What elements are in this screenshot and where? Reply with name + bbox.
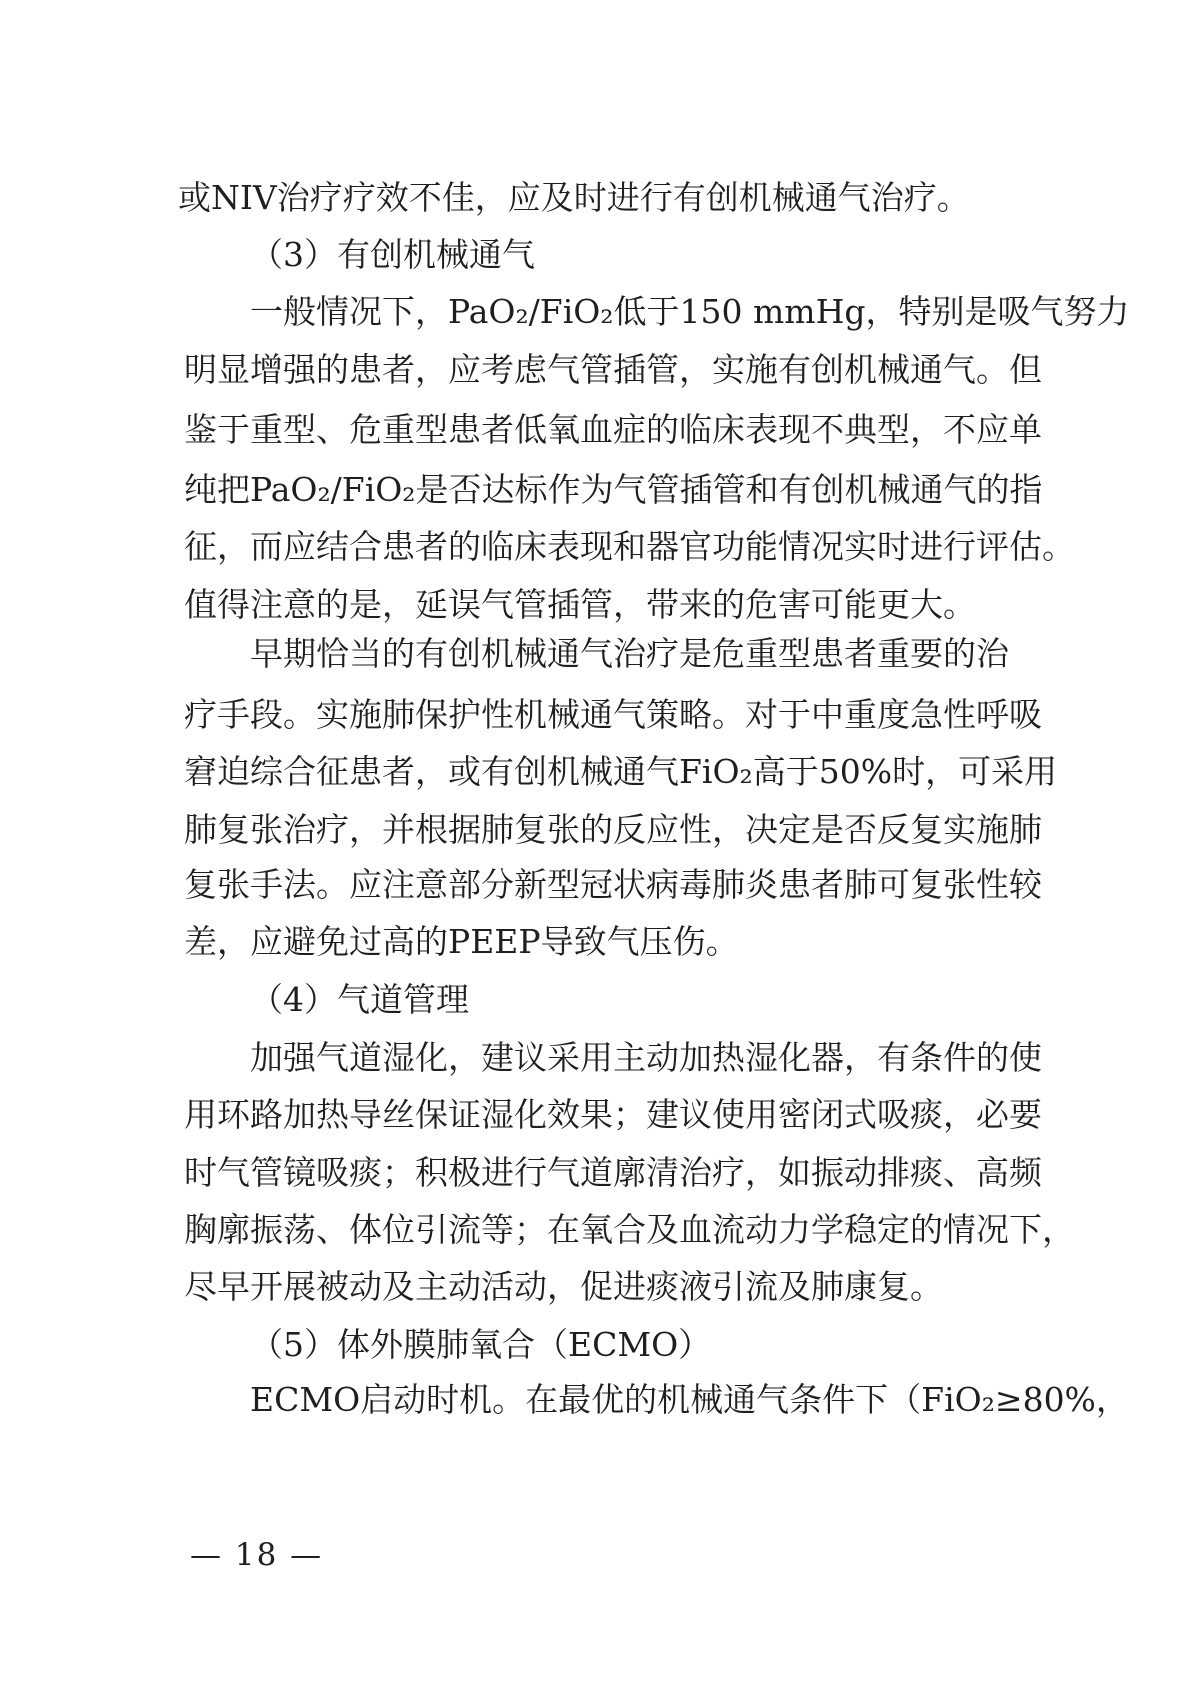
section-heading-invasive-ventilation: （3）有创机械通气: [250, 235, 535, 274]
text-line-7: 征，而应结合患者的临床表现和器官功能情况实时进行评估。: [184, 527, 1075, 566]
text-line-5: 鉴于重型、危重型患者低氧血症的临床表现不典型，不应单: [184, 410, 1042, 449]
text-line-12: 肺复张治疗，并根据肺复张的反应性，决定是否反复实施肺: [184, 810, 1042, 849]
text-line-10: 疗手段。实施肺保护性机械通气策略。对于中重度急性呼吸: [184, 695, 1042, 734]
text-line-13: 复张手法。应注意部分新型冠状病毒肺炎患者肺可复张性较: [184, 865, 1042, 904]
text-line-6: 纯把PaO₂/FiO₂是否达标作为气管插管和有创机械通气的指: [184, 470, 1043, 509]
text-line-18: 时气管镜吸痰；积极进行气道廓清治疗，如振动排痰、高频: [184, 1153, 1042, 1192]
page-number: — 18 —: [190, 1537, 324, 1573]
text-line-11: 窘迫综合征患者，或有创机械通气FiO₂高于50%时，可采用: [184, 752, 1058, 791]
text-line-14: 差，应避免过高的PEEP导致气压伤。: [184, 922, 739, 961]
text-line-9: 早期恰当的有创机械通气治疗是危重型患者重要的治: [250, 634, 1009, 673]
text-line-22: ECMO启动时机。在最优的机械通气条件下（FiO₂≥80%，: [250, 1380, 1129, 1419]
section-heading-airway-management: （4）气道管理: [250, 980, 469, 1019]
text-line-16: 加强气道湿化，建议采用主动加热湿化器，有条件的使: [250, 1038, 1042, 1077]
text-line-8: 值得注意的是，延误气管插管，带来的危害可能更大。: [184, 585, 976, 624]
text-line-19: 胸廓振荡、体位引流等；在氧合及血流动力学稳定的情况下，: [184, 1210, 1075, 1249]
text-line-4: 明显增强的患者，应考虑气管插管，实施有创机械通气。但: [184, 350, 1042, 389]
text-line-17: 用环路加热导丝保证湿化效果；建议使用密闭式吸痰，必要: [184, 1095, 1042, 1134]
text-line-3: 一般情况下，PaO₂/FiO₂低于150 mmHg，特别是吸气努力: [250, 292, 1130, 331]
text-line-1: 或NIV治疗疗效不佳，应及时进行有创机械通气治疗。: [178, 178, 970, 217]
text-line-20: 尽早开展被动及主动活动，促进痰液引流及肺康复。: [184, 1267, 943, 1306]
section-heading-ecmo: （5）体外膜肺氧合（ECMO）: [250, 1325, 712, 1364]
